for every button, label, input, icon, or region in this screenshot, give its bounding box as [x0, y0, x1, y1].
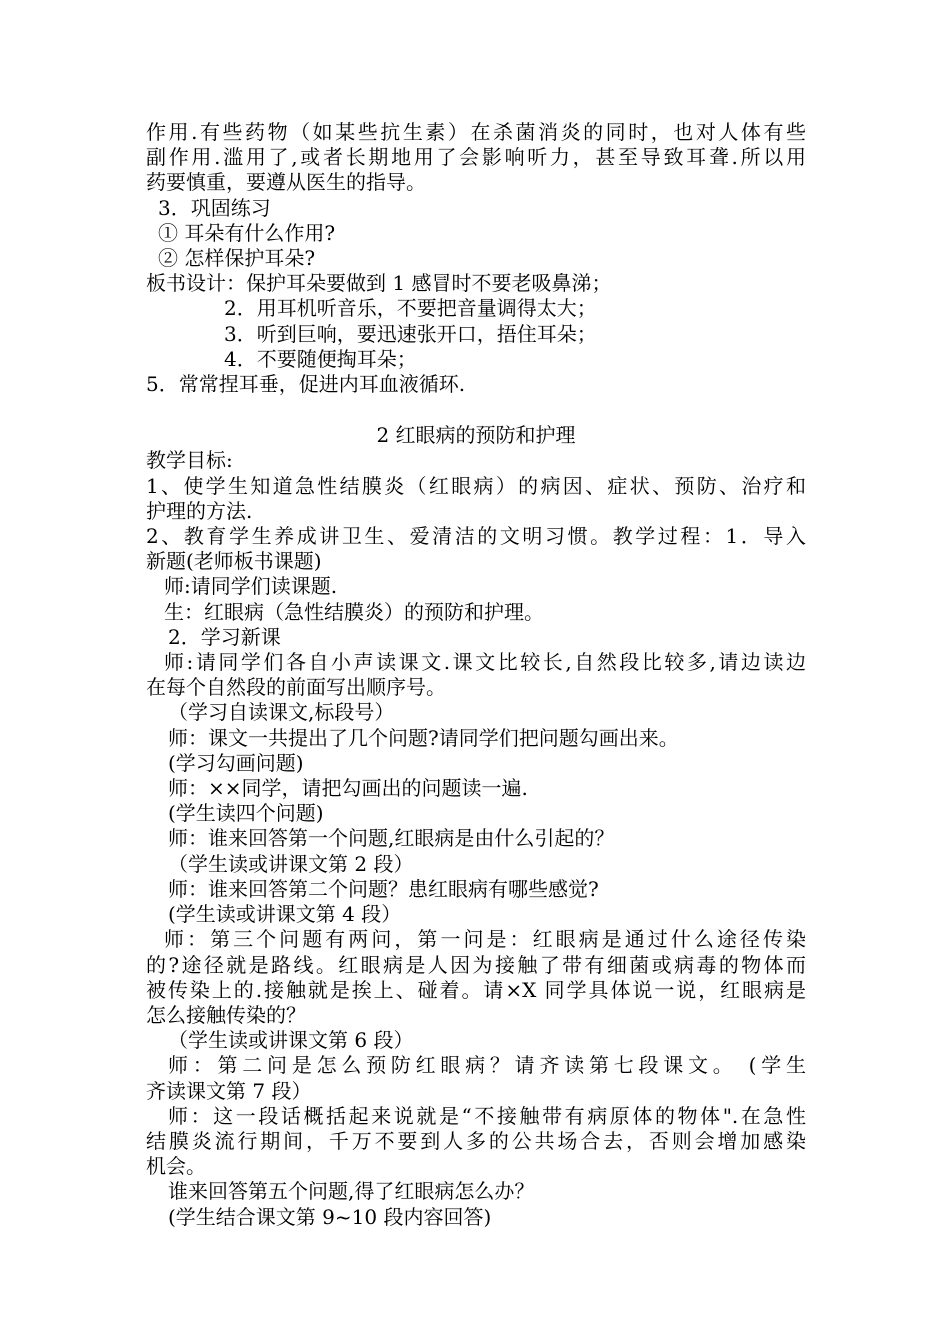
paragraph-line: 怎么接触传染的？: [146, 1002, 306, 1027]
dialogue-line: 师：课文一共提出了几个问题?请同学们把问题勾画出来。: [168, 725, 679, 750]
activity-note: (学生结合课文第 9~10 段内容回答): [168, 1204, 492, 1229]
dialogue-line: 生：红眼病（急性结膜炎）的预防和护理。: [164, 599, 544, 624]
dialogue-line: 师：××同学，请把勾画出的问题读一遍.: [168, 776, 528, 801]
dialogue-line: 师：谁来回答第一个问题,红眼病是由什么引起的？: [168, 826, 615, 851]
dialogue-line: 师：第二问是怎么预防红眼病？请齐读第七段课文。 (学生: [168, 1053, 806, 1078]
paragraph-line: 在每个自然段的前面写出顺序号。: [146, 675, 446, 700]
activity-note: (学生读四个问题): [168, 801, 324, 826]
paragraph-line: 齐读课文第 7 段）: [146, 1078, 312, 1103]
objectives-heading: 教学目标:: [146, 448, 233, 473]
board-design-item: 5．常常捏耳垂，促进内耳血液循环.: [146, 372, 466, 397]
paragraph-line: 护理的方法.: [146, 498, 253, 523]
activity-note: （学生读或讲课文第 2 段）: [168, 851, 414, 876]
activity-note: （学习自读课文,标段号）: [168, 700, 395, 725]
activity-note: (学生读或讲课文第 4 段）: [168, 902, 402, 927]
paragraph-line: 药要慎重，要遵从医生的指导。: [146, 170, 426, 195]
paragraph-line: 作用.有些药物（如某些抗生素）在杀菌消炎的同时，也对人体有些: [146, 120, 806, 144]
paragraph-line: 结膜炎流行期间，千万不要到人多的公共场合去，否则会增加感染: [146, 1128, 806, 1153]
paragraph-line: 新题(老师板书课题): [146, 549, 322, 574]
paragraph-line: 1、使学生知道急性结膜炎（红眼病）的病因、症状、预防、治疗和: [146, 473, 806, 498]
activity-note: (学习勾画问题): [168, 750, 304, 775]
board-design-item: 3．听到巨响，要迅速张开口，捂住耳朵；: [224, 321, 597, 346]
paragraph-line: 机会。: [146, 1154, 206, 1179]
board-design-item: 2．用耳机听音乐，不要把音量调得太大；: [224, 296, 597, 321]
paragraph-line: 副作用.滥用了,或者长期地用了会影响听力，甚至导致耳聋.所以用: [146, 145, 806, 170]
paragraph-line: 被传染上的.接触就是挨上、碰着。请×X 同学具体说一说，红眼病是: [146, 977, 806, 1002]
exercise-question: ② 怎样保护耳朵?: [158, 246, 316, 271]
dialogue-line: 师:请同学们读课题.: [164, 574, 338, 599]
paragraph-line: 的?途径就是路线。红眼病是人因为接触了带有细菌或病毒的物体而: [146, 952, 806, 977]
board-design-line: 板书设计：保护耳朵要做到 1 感冒时不要老吸鼻涕；: [146, 271, 612, 296]
dialogue-line: 谁来回答第五个问题,得了红眼病怎么办？: [168, 1179, 535, 1204]
step-heading: 2．学习新课: [168, 624, 281, 649]
dialogue-line: 师：谁来回答第二个问题？患红眼病有哪些感觉?: [168, 876, 599, 901]
section-title: 2 红眼病的预防和护理: [376, 423, 576, 448]
exercise-heading: 3．巩固练习: [158, 195, 271, 220]
dialogue-line: 师：第三个问题有两问，第一问是：红眼病是通过什么途径传染: [164, 927, 806, 952]
document-page: [146, 120, 806, 1230]
dialogue-line: 师：这一段话概括起来说就是“不接触带有病原体的物体".在急性: [168, 1103, 806, 1128]
activity-note: （学生读或讲课文第 6 段）: [168, 1028, 414, 1053]
board-design-item: 4．不要随便掏耳朵；: [224, 346, 417, 371]
dialogue-line: 师:请同学们各自小声读课文.课文比较长,自然段比较多,请边读边: [164, 650, 806, 675]
paragraph-line: 2、教育学生养成讲卫生、爱清洁的文明习惯。教学过程：1．导入: [146, 524, 806, 549]
exercise-question: ① 耳朵有什么作用?: [158, 220, 336, 245]
